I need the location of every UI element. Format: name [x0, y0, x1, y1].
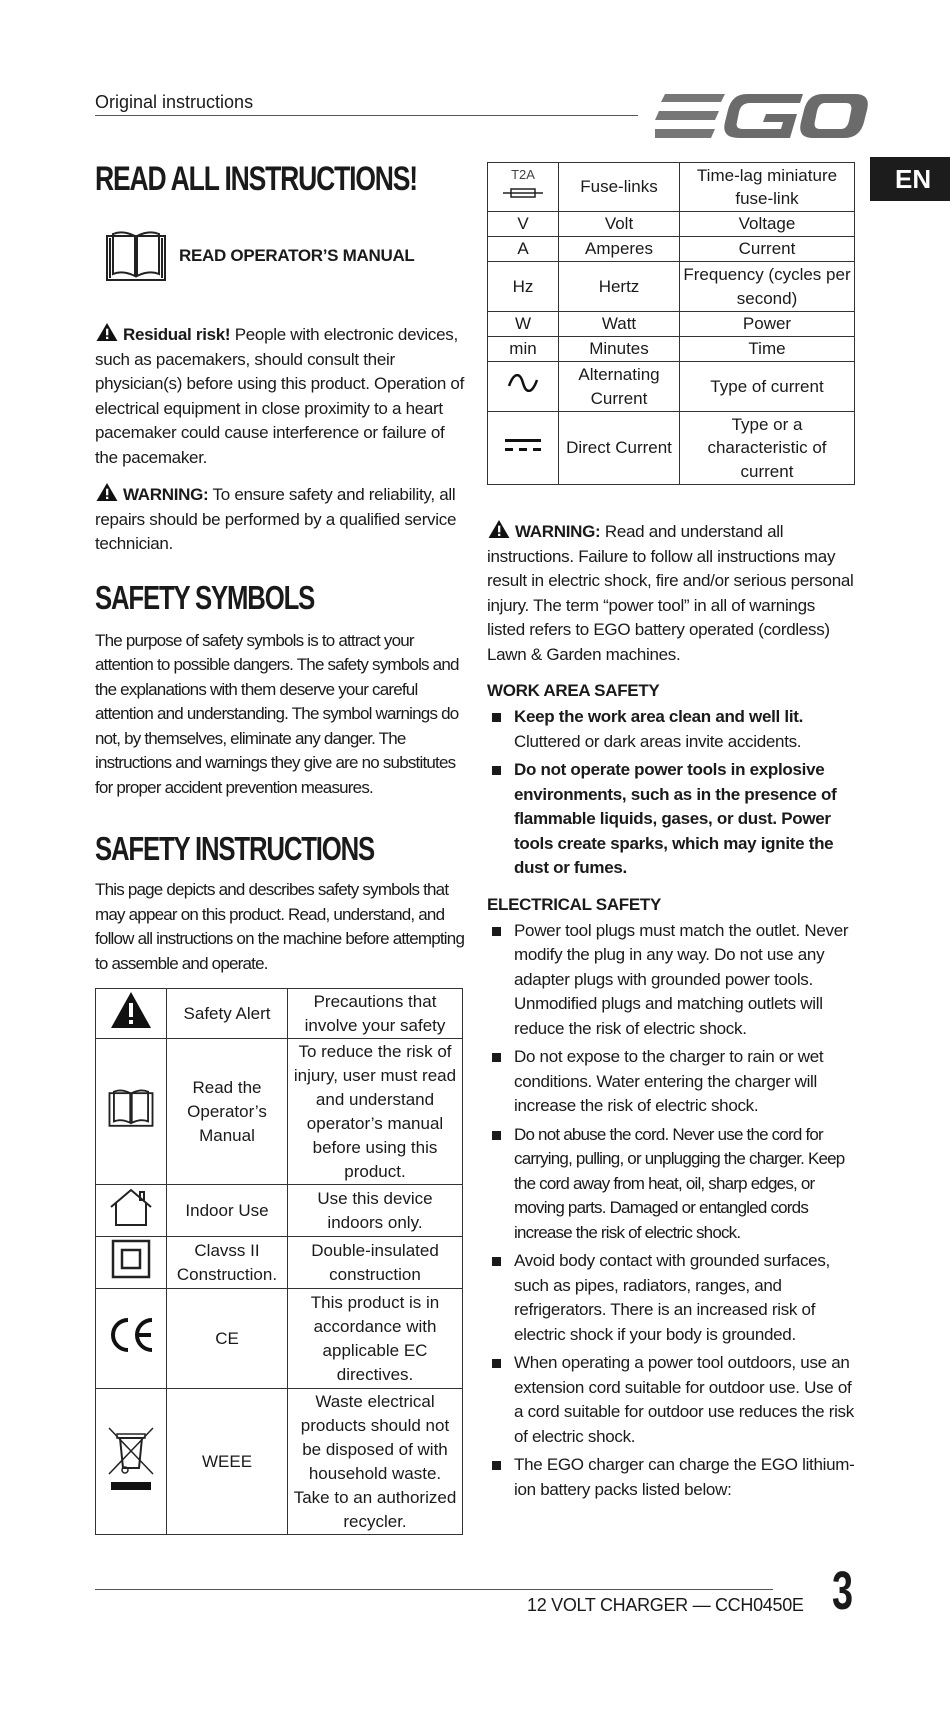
symbol-cell [96, 1289, 167, 1389]
warning-repairs-paragraph: WARNING: To ensure safety and reliability, all repairs should be performed by a qualified service technician. [95, 482, 465, 557]
work-area-list [487, 705, 857, 881]
safety-symbol-table [95, 988, 463, 1535]
direct-current-icon [504, 437, 542, 453]
page-number: 3 [832, 1561, 854, 1621]
symbol-description: Double-insulated construction [288, 1237, 463, 1289]
table-row [488, 237, 855, 262]
electrical-safety-list [487, 919, 857, 1503]
double-square-icon [111, 1239, 151, 1279]
unit-name: Amperes [559, 237, 680, 262]
table-row [488, 212, 855, 237]
book-icon [108, 1088, 154, 1128]
fuse-rating-text: T2A [511, 167, 535, 183]
safety-instructions-title: SAFETY INSTRUCTIONS [95, 830, 375, 867]
unit-name: Watt [559, 312, 680, 337]
safety-symbols-title: SAFETY SYMBOLS [95, 578, 315, 616]
symbol-description: Use this device indoors only. [288, 1185, 463, 1237]
symbol-cell [96, 1389, 167, 1535]
ego-logo [655, 92, 870, 140]
header-label: Original instructions [95, 92, 254, 112]
unit-description: Frequency (cycles per second) [680, 262, 855, 312]
unit-description: Current [680, 237, 855, 262]
table-row [96, 1389, 463, 1535]
list-item: Do not expose to the charger to rain or wet conditions. Water entering the charger will increase the risk of electric shock. [487, 1045, 857, 1119]
warning-triangle-icon [95, 322, 119, 342]
safety-instructions-text: This page depicts and describes safety symbols that may appear on this product. Read, understand, and follow all instructions on the machine before attempting to assemble and operate. [95, 880, 465, 973]
work-area-title: WORK AREA SAFETY [487, 681, 660, 700]
unit-description: Time-lag miniature fuse-link [680, 163, 855, 212]
table-row [96, 1039, 463, 1185]
symbol-name: Read the Operator’s Manual [167, 1039, 288, 1185]
symbol-name: Indoor Use [167, 1185, 288, 1237]
unit-symbol: W [488, 312, 559, 337]
unit-description: Type or a characteristic of current [680, 412, 855, 485]
symbol-description: Precautions that involve your safety [288, 989, 463, 1039]
symbol-cell [96, 1039, 167, 1185]
symbol-description: This product is in accordance with applicable EC directives. [288, 1289, 463, 1389]
alternating-current-icon [506, 374, 540, 392]
table-row [488, 362, 855, 412]
unit-name: Fuse-links [559, 163, 680, 212]
symbol-cell [488, 412, 559, 485]
book-icon [105, 230, 167, 282]
header-rule [95, 115, 638, 116]
table-row [96, 1289, 463, 1389]
table-row [488, 337, 855, 362]
list-item: Avoid body contact with grounded surfaces, such as pipes, radiators, ranges, and refrigerators. There is an increased risk of electric shock if your body is grounded. [487, 1249, 857, 1347]
unit-name: Direct Current [559, 412, 680, 485]
warning-triangle-icon [95, 482, 119, 502]
right-column [487, 162, 857, 1502]
unit-symbol: min [488, 337, 559, 362]
list-item: The EGO charger can charge the EGO lithium-ion battery packs listed below: [487, 1453, 857, 1502]
fuse-icon [503, 187, 543, 199]
symbol-cell [488, 163, 559, 212]
table-row [488, 262, 855, 312]
language-tab: EN [870, 157, 950, 201]
unit-name: Alternating Current [559, 362, 680, 412]
unit-name: Hertz [559, 262, 680, 312]
list-item: Do not operate power tools in explosive environments, such as in the presence of flammable liquids, gases, or dust. Power tools create sparks, which may ignite the dust or fumes. [487, 758, 857, 881]
list-item: Do not abuse the cord. Never use the cord for carrying, pulling, or unplugging the charger. Keep the cord away from heat, oil, sharp edges, or moving parts. Damaged or entangled cords increase the risk of electric shock. [487, 1123, 857, 1246]
symbol-name: Clavss II Construction. [167, 1237, 288, 1289]
footer-rule [95, 1589, 773, 1590]
unit-symbol: V [488, 212, 559, 237]
manual-label: READ OPERATOR’S MANUAL [179, 246, 415, 265]
footer-label: 12 VOLT CHARGER — CCH0450E [527, 1595, 804, 1615]
unit-symbol-table [487, 162, 855, 485]
symbol-name: CE [167, 1289, 288, 1389]
unit-description: Power [680, 312, 855, 337]
unit-description: Voltage [680, 212, 855, 237]
safety-alert-icon [110, 991, 152, 1029]
symbol-cell [96, 1237, 167, 1289]
safety-symbols-text: The purpose of safety symbols is to attract your attention to possible dangers. The safety symbols and the explanations with them deserve your careful attention and understanding. The symbol warnings do not, by themselves, eliminate any danger. The instructions and warnings they give are no substitutes for proper accident prevention measures. [95, 630, 459, 797]
symbol-name: Safety Alert [167, 989, 288, 1039]
read-all-title: READ ALL INSTRUCTIONS! [95, 160, 417, 198]
unit-name: Minutes [559, 337, 680, 362]
symbol-description: To reduce the risk of injury, user must read and understand operator’s manual before using this product. [288, 1039, 463, 1185]
unit-description: Type of current [680, 362, 855, 412]
warning-triangle-icon [487, 519, 511, 539]
table-row [96, 989, 463, 1039]
manual-row [105, 230, 465, 282]
unit-symbol: A [488, 237, 559, 262]
crossed-bin-icon [107, 1424, 155, 1492]
symbol-cell [96, 989, 167, 1039]
house-icon [108, 1187, 154, 1227]
list-item: Keep the work area clean and well lit. Cluttered or dark areas invite accidents. [487, 705, 857, 754]
symbol-cell [96, 1185, 167, 1237]
unit-symbol: Hz [488, 262, 559, 312]
warning-general-paragraph: WARNING: Read and understand all instructions. Failure to follow all instructions may result in electric shock, fire and/or serious personal injury. The term “power tool” in all of warnings listed refers to EGO battery operated (cordless) Lawn & Garden machines. [487, 519, 857, 667]
list-item: When operating a power tool outdoors, use an extension cord suitable for outdoor use. Use of a cord suitable for outdoor use reduces the risk of electric shock. [487, 1351, 857, 1449]
table-row [96, 1185, 463, 1237]
unit-description: Time [680, 337, 855, 362]
table-row [488, 312, 855, 337]
symbol-cell [488, 362, 559, 412]
electrical-safety-title: ELECTRICAL SAFETY [487, 894, 662, 914]
ce-mark-icon [106, 1316, 156, 1354]
left-column [95, 160, 465, 1535]
table-row [488, 412, 855, 485]
symbol-description: Waste electrical products should not be disposed of with household waste. Take to an authorized recycler. [288, 1389, 463, 1535]
list-item: Power tool plugs must match the outlet. Never modify the plug in any way. Do not use any adapter plugs with grounded power tools. Unmodified plugs and matching outlets will reduce the risk of electric shock. [487, 919, 857, 1042]
table-row [488, 163, 855, 212]
residual-risk-paragraph: Residual risk! People with electronic devices, such as pacemakers, should consult their physician(s) before using this product. Operation of electrical equipment in close proximity to a heart pacemaker could cause interference or failure of the pacemaker. [95, 322, 465, 470]
unit-name: Volt [559, 212, 680, 237]
table-row [96, 1237, 463, 1289]
symbol-name: WEEE [167, 1389, 288, 1535]
